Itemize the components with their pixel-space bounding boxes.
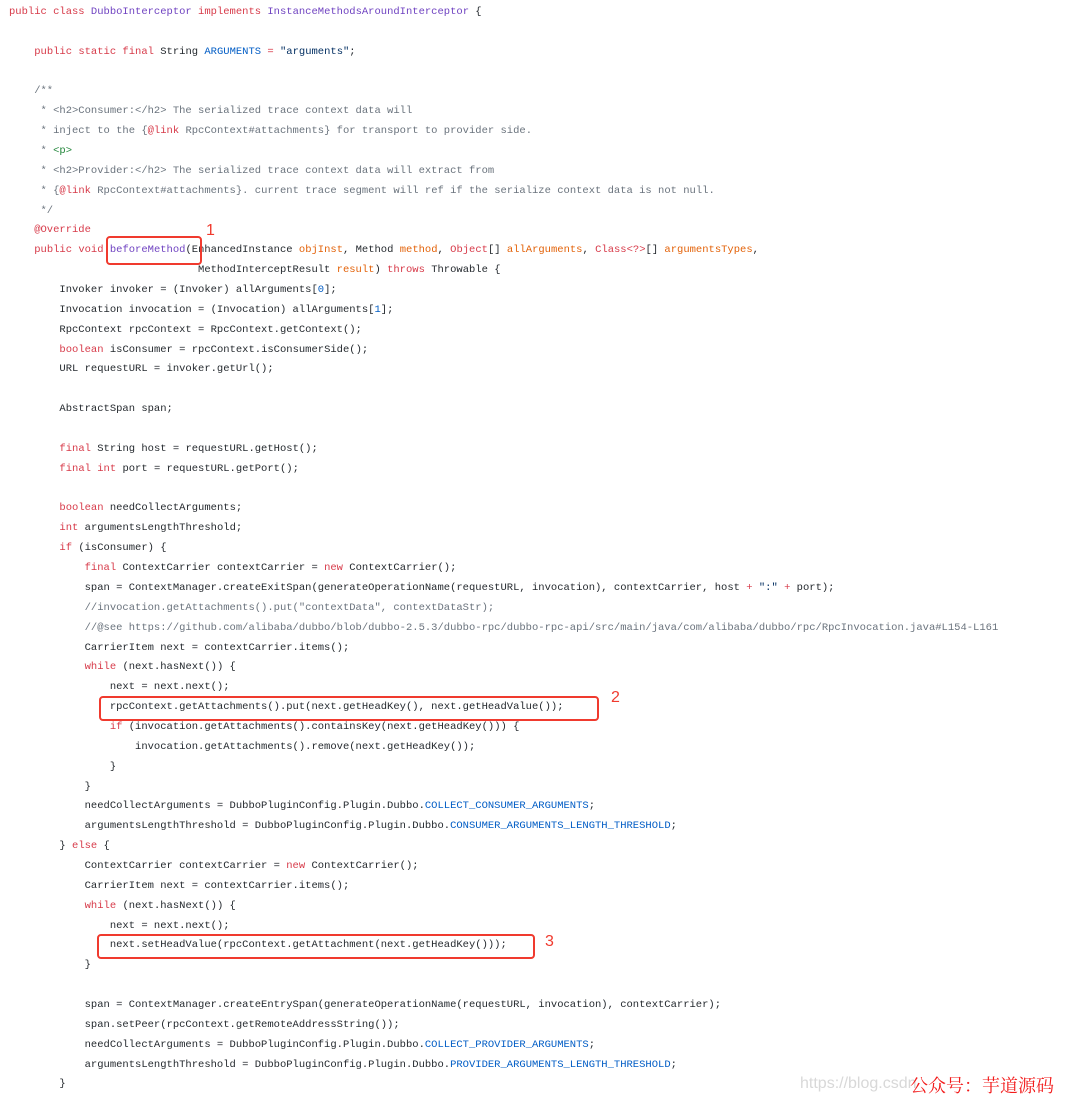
code-token [9, 502, 59, 514]
code-line [9, 797, 998, 817]
code-token: ]; [380, 303, 394, 316]
code-token: * inject to the { [9, 125, 148, 138]
code-token: while [84, 899, 123, 912]
code-token: RpcContext#attachments} for transport to provider side. [179, 125, 532, 138]
code-token: final [59, 442, 98, 455]
code-token: Invoker invoker = (Invoker) allArguments[ [9, 284, 318, 297]
code-token: needCollectArguments; [109, 502, 243, 515]
code-line [9, 539, 998, 559]
code-token: argumentsLengthThreshold = DubboPluginConfig.Plugin.Dubbo. [9, 820, 451, 833]
code-token: if [109, 720, 129, 733]
code-token: + [746, 581, 759, 594]
code-line [9, 321, 998, 341]
code-line [9, 519, 998, 539]
code-token: ARGUMENTS [204, 45, 262, 58]
code-token: + [784, 581, 797, 594]
code-line [9, 658, 998, 678]
code-line [9, 102, 998, 122]
code-token: else [72, 840, 104, 853]
code-line [9, 43, 998, 63]
code-token: public static final [34, 45, 161, 58]
code-token: span = ContextManager.createEntrySpan(generateOperationName(requestURL, invocation), contextCarrier); [9, 998, 722, 1011]
code-line [9, 400, 998, 420]
code-token: , [752, 244, 759, 257]
code-line [9, 877, 998, 897]
code-token: invocation.getAttachments().remove(next.getHeadKey()); [9, 740, 476, 753]
code-token: throws [387, 264, 432, 277]
code-line [9, 360, 998, 380]
code-token: InstanceMethodsAroundInterceptor [267, 6, 469, 18]
code-token [9, 661, 85, 673]
code-token: ContextCarrier(); [311, 859, 419, 872]
code-line [9, 281, 998, 301]
code-token: MethodInterceptResult [9, 264, 337, 277]
code-token: [] [645, 244, 665, 257]
code-token: needCollectArguments = DubboPluginConfig.Plugin.Dubbo. [9, 1038, 425, 1051]
code-line [9, 420, 998, 440]
code-token: ; [670, 1058, 677, 1071]
code-token [9, 46, 34, 58]
code-token: ]; [324, 284, 337, 297]
code-token: COLLECT_PROVIDER_ARGUMENTS [424, 1038, 589, 1051]
code-token: //@see https://github.com/alibaba/dubbo/blob/dubbo-2.5.3/dubbo-rpc/dubbo-rpc-api/src/main/java/com/alibaba/dubbo/rpc/RpcInvocation.java#L154-L161 [9, 621, 999, 634]
code-line [9, 956, 998, 976]
code-line [9, 837, 998, 857]
code-token [9, 542, 59, 554]
code-token: ; [588, 1038, 596, 1051]
code-token: , [437, 244, 451, 257]
code-token: COLLECT_CONSUMER_ARGUMENTS [424, 800, 589, 813]
code-token [9, 562, 85, 574]
annotation-number-1: 1 [206, 222, 215, 239]
code-token [9, 721, 110, 733]
code-line [9, 1056, 998, 1076]
code-token: , Method [343, 244, 400, 257]
code-token: //invocation.getAttachments().put("contextData", contextDataStr); [9, 601, 495, 614]
code-token: { [469, 6, 482, 18]
code-token: Invocation invocation = (Invocation) allArguments[ [9, 303, 375, 316]
code-line [9, 639, 998, 659]
code-token: (next.hasNext()) { [122, 661, 236, 674]
annotation-number-2: 2 [611, 689, 620, 706]
code-line [9, 1036, 998, 1056]
code-token: span.setPeer(rpcContext.getRemoteAddressString()); [9, 1018, 400, 1031]
highlight-box-1 [106, 236, 202, 265]
code-token: allArguments [506, 244, 583, 257]
code-token: DubboInterceptor [90, 6, 199, 18]
code-line [9, 142, 998, 162]
code-token: result [336, 264, 375, 277]
code-token: = [261, 45, 280, 58]
code-line [9, 738, 998, 758]
code-token: final [84, 562, 123, 575]
code-line [9, 480, 998, 500]
code-token [9, 900, 85, 912]
code-line [9, 1016, 998, 1036]
code-token: ":" [758, 581, 785, 594]
code-token: Object [450, 244, 488, 257]
code-token: @Override [9, 224, 91, 237]
code-line [9, 380, 998, 400]
code-token: (next.hasNext()) { [122, 899, 236, 912]
code-token: RpcContext rpcContext = RpcContext.getContext(); [9, 323, 362, 336]
code-token: } [9, 840, 73, 853]
code-token: while [84, 661, 123, 674]
code-token: Throwable { [431, 264, 501, 277]
code-token: ContextCarrier(); [349, 562, 457, 575]
code-token: port = requestURL.getPort(); [122, 462, 299, 475]
code-line [9, 63, 998, 83]
code-line [9, 857, 998, 877]
code-token: CarrierItem next = contextCarrier.items(); [9, 879, 350, 892]
code-token: final int [59, 462, 123, 475]
code-token: needCollectArguments = DubboPluginConfig.Plugin.Dubbo. [9, 800, 425, 813]
code-line [9, 440, 998, 460]
code-token: * { [9, 184, 60, 197]
code-token: new [324, 562, 350, 575]
code-line [9, 122, 998, 142]
code-line [9, 996, 998, 1016]
code-token: 1 [374, 303, 381, 316]
annotation-number-3: 3 [545, 933, 554, 950]
code-token: isConsumer = rpcContext.isConsumerSide(); [109, 343, 369, 356]
code-token: } [9, 760, 117, 773]
code-token: span = ContextManager.createExitSpan(generateOperationName(requestURL, invocation), contextCarrier, host [9, 581, 747, 594]
code-line [9, 3, 998, 23]
code-line [9, 499, 998, 519]
code-line [9, 202, 998, 222]
code-token: int [59, 522, 85, 535]
code-token: 0 [317, 284, 325, 297]
watermark-label: 公众号：芋道源码 [910, 1076, 1054, 1097]
code-token: [] [487, 244, 507, 257]
code-line [9, 897, 998, 917]
code-token [9, 244, 34, 256]
code-token: CONSUMER_ARGUMENTS_LENGTH_THRESHOLD [450, 820, 671, 833]
code-token: ; [670, 820, 677, 833]
code-token: public class [9, 6, 91, 18]
code-token: ) [374, 264, 388, 277]
code-line [9, 778, 998, 798]
code-token: if [59, 542, 79, 555]
code-line [9, 559, 998, 579]
code-line [9, 82, 998, 102]
code-token: /** [9, 85, 54, 98]
code-token: public void [34, 244, 110, 257]
code-token: } [9, 959, 91, 972]
code-token: * <h2>Provider:</h2> The serialized trace context data will extract from [9, 164, 495, 177]
code-token: objInst [298, 244, 343, 257]
code-token: <p> [53, 145, 73, 158]
code-block [9, 3, 998, 1095]
code-token: boolean [59, 343, 110, 356]
code-token: implements [198, 6, 268, 18]
code-token: next = next.next(); [9, 919, 230, 932]
code-token: beforeMethod [109, 244, 186, 257]
code-line [9, 162, 998, 182]
code-token: , [582, 244, 596, 257]
highlight-box-2 [99, 696, 599, 721]
code-token: "arguments" [279, 45, 350, 58]
code-token: PROVIDER_ARGUMENTS_LENGTH_THRESHOLD [450, 1058, 671, 1071]
watermark-url: https://blog.csdn [800, 1075, 917, 1092]
code-token: ; [349, 45, 356, 58]
code-token: (isConsumer) { [78, 542, 167, 555]
code-token [9, 443, 59, 455]
code-line [9, 619, 998, 639]
code-token: } [9, 780, 91, 793]
code-token: next = next.next(); [9, 681, 230, 694]
code-token: ContextCarrier contextCarrier = [9, 859, 287, 872]
code-token: CarrierItem next = contextCarrier.items(); [9, 641, 350, 654]
code-line [9, 758, 998, 778]
code-line [9, 23, 998, 43]
code-token: new [286, 859, 312, 872]
code-token: URL requestURL = invoker.getUrl(); [9, 363, 274, 376]
code-token [9, 522, 59, 534]
code-token: argumentsLengthThreshold; [84, 522, 243, 535]
code-line [9, 817, 998, 837]
code-line [9, 460, 998, 480]
code-token: String host = requestURL.getHost(); [97, 442, 318, 455]
code-token: { [103, 840, 110, 853]
code-token: @link [147, 125, 180, 138]
highlight-box-3 [97, 934, 535, 959]
code-token: */ [9, 204, 54, 217]
code-token: port); [796, 581, 835, 594]
code-token: next.setHeadValue(rpcContext.getAttachment(next.getHeadKey())); [9, 939, 507, 952]
code-token: ; [588, 800, 596, 813]
code-token: (invocation.getAttachments().containsKey(next.getHeadKey())) { [128, 720, 520, 733]
code-token: } [9, 1078, 66, 1091]
code-token: @link [59, 184, 91, 197]
code-token: AbstractSpan span; [9, 403, 173, 416]
code-token [9, 463, 59, 475]
code-line [9, 599, 998, 619]
code-token [9, 344, 59, 356]
code-line [9, 976, 998, 996]
code-line [9, 182, 998, 202]
code-line [9, 579, 998, 599]
code-token: Class<?> [595, 244, 646, 257]
code-token: RpcContext#attachments}. current trace segment will ref if the serialize context data is not null. [90, 184, 715, 197]
code-token: * [9, 145, 54, 158]
code-line [9, 341, 998, 361]
code-token: (EnhancedInstance [185, 244, 299, 257]
code-token: rpcContext.getAttachments().put(next.getHeadKey(), next.getHeadValue()); [9, 701, 564, 714]
code-token: argumentsLengthThreshold = DubboPluginConfig.Plugin.Dubbo. [9, 1058, 451, 1071]
code-line [9, 301, 998, 321]
code-token: boolean [59, 502, 110, 515]
code-token: String [160, 45, 205, 58]
code-token: method [399, 244, 438, 257]
code-token: * <h2>Consumer:</h2> The serialized trace context data will [9, 105, 413, 118]
code-token: argumentsTypes [664, 244, 753, 257]
code-token: ContextCarrier contextCarrier = [122, 562, 325, 575]
